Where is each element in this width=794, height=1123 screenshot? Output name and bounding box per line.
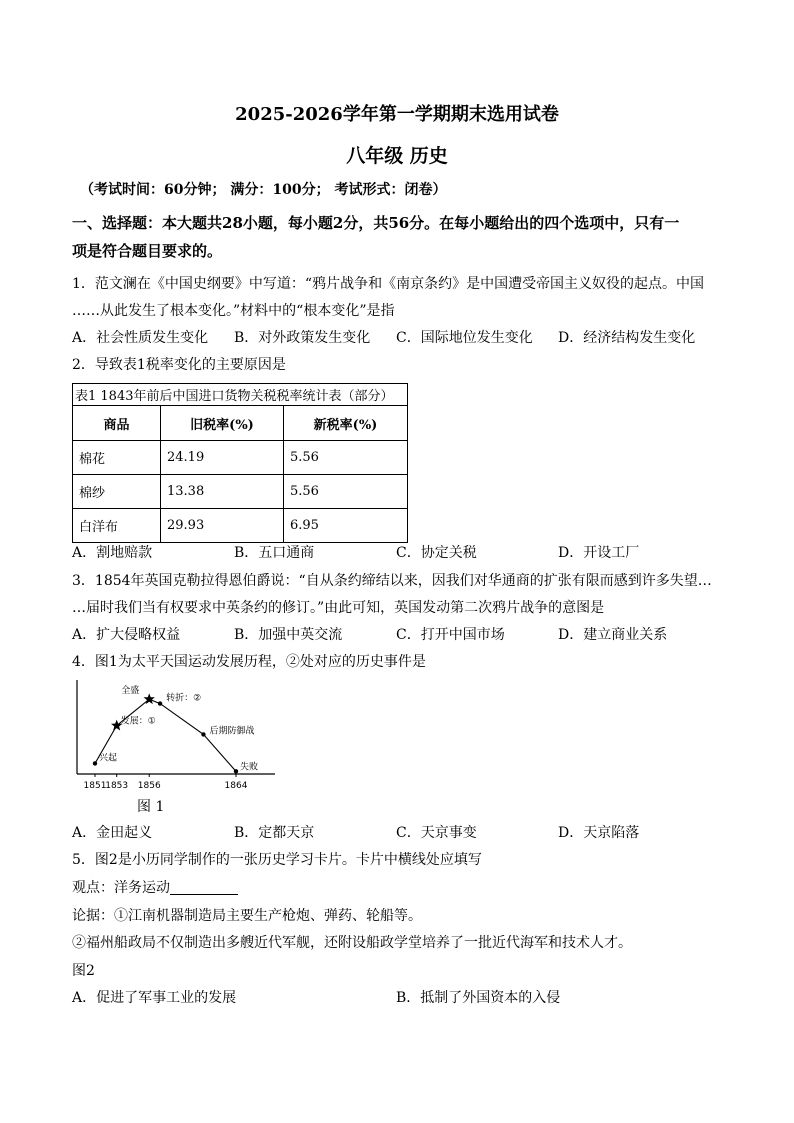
- point-label: 失败: [240, 762, 259, 773]
- q4-option-d[interactable]: D．天京陷落: [558, 825, 640, 841]
- q3-stem-line1: 3．1854年英国克勒拉得恩伯爵说：“自从条约缔结以来，因我们对华通商的扩张有限而感到许多失望…: [72, 573, 712, 589]
- q1-option-a[interactable]: A．社会性质发生变化: [72, 330, 209, 346]
- table-caption: 表1 1843年前后中国进口货物关税税率统计表（部分）: [72, 383, 408, 405]
- table-cell: 5.56: [284, 441, 408, 475]
- viewpoint-text: 观点：洋务运动: [72, 880, 170, 896]
- q4-stem: 4．图1为太平天国运动发展历程，②处对应的历史事件是: [72, 654, 426, 670]
- q3-option-d[interactable]: D．建立商业关系: [558, 627, 668, 643]
- q4-option-b[interactable]: B．定都天京: [234, 825, 315, 841]
- x-tick-label: 1856: [137, 781, 161, 791]
- q1-stem-line2: ……从此发生了根本变化。”材料中的“根本变化”是指: [72, 303, 395, 319]
- q3-option-b[interactable]: B．加强中英交流: [234, 627, 343, 643]
- point-label: 兴起: [99, 753, 118, 764]
- point-marker: [201, 732, 205, 736]
- figure1-caption: 图 1: [137, 799, 165, 815]
- q5-argument1: 论据：①江南机器制造局主要生产枪炮、弹药、轮船等。: [72, 908, 422, 924]
- section-heading-line2: 项是符合题目要求的。: [72, 242, 223, 260]
- q2-option-b[interactable]: B．五口通商: [234, 545, 315, 561]
- point-label: 发展：①: [120, 716, 156, 727]
- x-tick-label: 1864: [224, 781, 248, 791]
- tariff-table: [72, 383, 408, 543]
- table-row: [73, 509, 408, 543]
- table-header-row: [73, 406, 408, 441]
- table-header-cell: 旧税率(%): [161, 406, 284, 441]
- q2-option-d[interactable]: D．开设工厂: [558, 545, 640, 561]
- q5-stem: 5．图2是小历同学制作的一张历史学习卡片。卡片中横线处应填写: [72, 852, 482, 868]
- point-label: 后期防御战: [209, 726, 255, 737]
- table-cell: 24.19: [161, 441, 284, 475]
- x-tick-label: 1853: [105, 781, 129, 791]
- table-row: [73, 475, 408, 509]
- q4-option-a[interactable]: A．金田起义: [72, 825, 153, 841]
- q2-stem: 2．导致表1税率变化的主要原因是: [72, 357, 286, 373]
- point-marker: [234, 769, 238, 773]
- table-header-cell: 新税率(%): [284, 406, 408, 441]
- table-cell: 棉纱: [73, 475, 161, 509]
- table-cell: 13.38: [161, 475, 284, 509]
- q5-option-b[interactable]: B．抵制了外国资本的入侵: [396, 990, 561, 1006]
- table-cell: 白洋布: [73, 509, 161, 543]
- q5-viewpoint: [72, 877, 238, 897]
- q5-option-a[interactable]: A．促进了军事工业的发展: [72, 990, 237, 1006]
- table-cell: 29.93: [161, 509, 284, 543]
- point-marker: [158, 701, 162, 705]
- q1-option-b[interactable]: B．对外政策发生变化: [234, 330, 371, 346]
- taiping-chart: [70, 676, 290, 794]
- table-cell: 5.56: [284, 475, 408, 509]
- table-row: [73, 441, 408, 475]
- q1-stem-line1: 1．范文澜在《中国史纲要》中写道：“鸦片战争和《南京条约》是中国遭受帝国主义奴役的起点。中国: [72, 276, 705, 292]
- figure2-label: 图2: [72, 963, 95, 979]
- table-cell: 棉花: [73, 441, 161, 475]
- exam-info: （考试时间：60分钟； 满分：100分； 考试形式：闭卷）: [80, 182, 447, 198]
- exam-subtitle: 八年级 历史: [346, 145, 448, 167]
- q2-option-a[interactable]: A．割地赔款: [72, 545, 153, 561]
- q1-option-c[interactable]: C．国际地位发生变化: [396, 330, 533, 346]
- answer-blank[interactable]: [170, 880, 238, 895]
- point-label: 转折：②: [166, 693, 202, 704]
- q1-option-d[interactable]: D．经济结构发生变化: [558, 330, 696, 346]
- exam-title: 2025-2026学年第一学期期末选用试卷: [235, 104, 559, 125]
- q5-argument2: ②福州船政局不仅制造出多艘近代军舰，还附设船政学堂培养了一批近代海军和技术人才。: [72, 935, 632, 951]
- q2-option-c[interactable]: C．协定关税: [396, 545, 477, 561]
- table-header-cell: 商品: [73, 406, 161, 441]
- point-label: 全盛: [121, 686, 140, 697]
- q3-option-c[interactable]: C．打开中国市场: [396, 627, 505, 643]
- table-cell: 6.95: [284, 509, 408, 543]
- q3-stem-line2: …届时我们当有权要求中英条约的修订。”由此可知，英国发动第二次鸦片战争的意图是: [72, 600, 605, 616]
- q4-option-c[interactable]: C．天京事变: [396, 825, 477, 841]
- section-heading-line1: 一、选择题：本大题共28小题，每小题2分，共56分。在每小题给出的四个选项中，只有一: [72, 214, 680, 232]
- point-marker: [93, 761, 97, 765]
- x-tick-label: 1851: [83, 781, 107, 791]
- q3-option-a[interactable]: A．扩大侵略权益: [72, 627, 181, 643]
